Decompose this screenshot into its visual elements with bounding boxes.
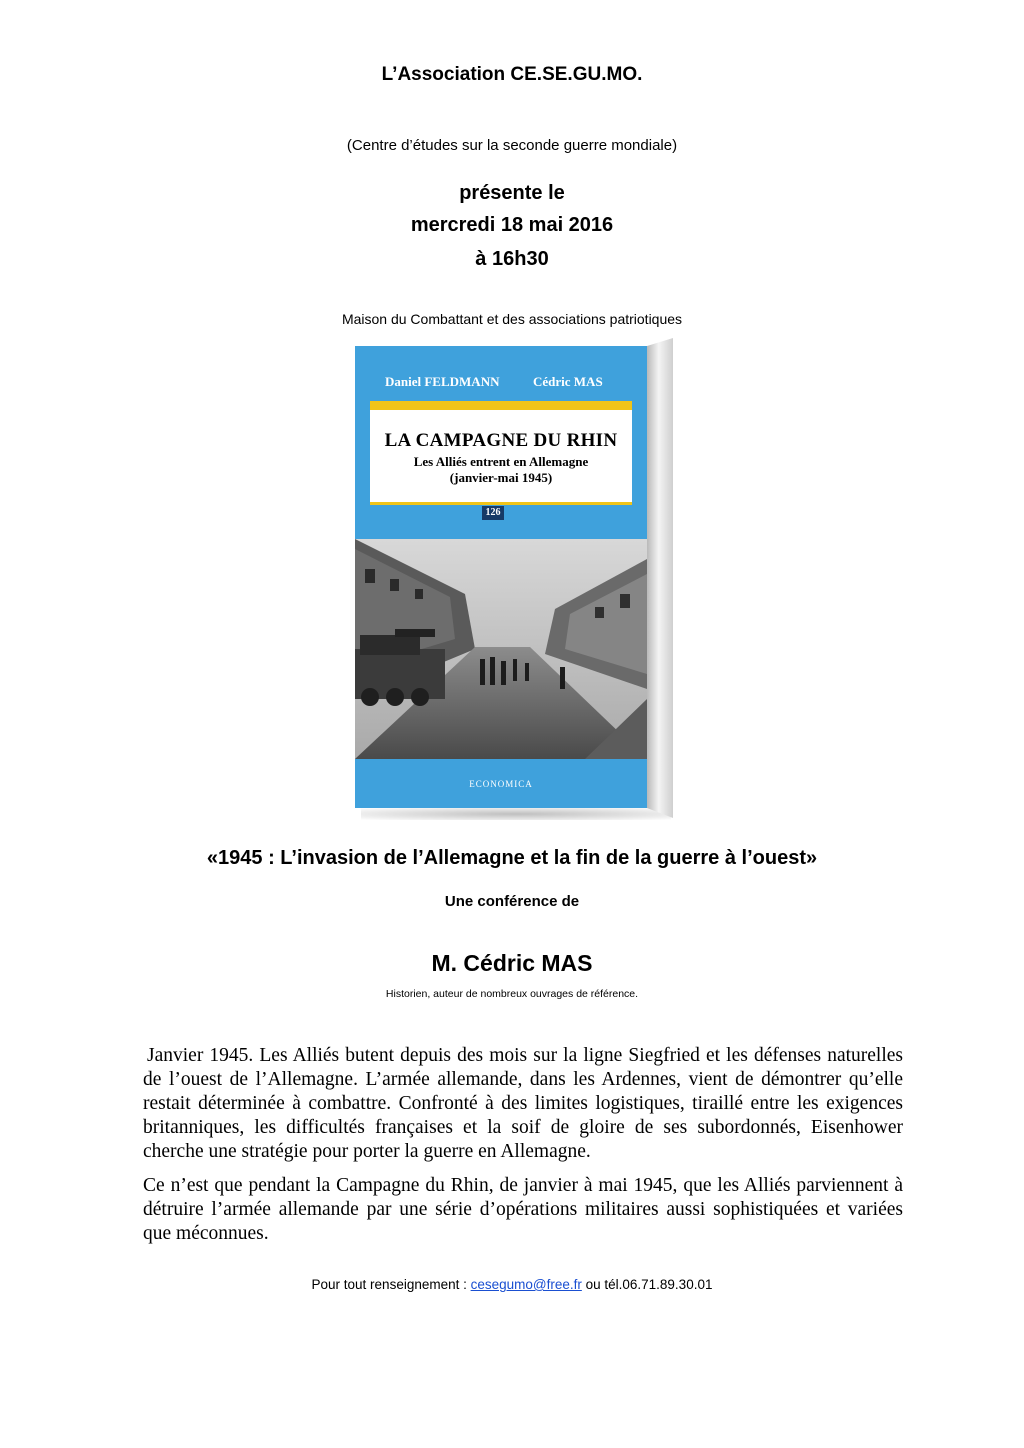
contact-phone: ou tél.06.71.89.30.01 bbox=[581, 1277, 713, 1292]
contact-prefix: Pour tout renseignement : bbox=[311, 1277, 471, 1292]
event-venue: Maison du Combattant et des associations patriotiques bbox=[341, 311, 683, 327]
book-spine bbox=[647, 338, 673, 818]
book-front-cover bbox=[355, 346, 647, 808]
book-author-2: Cédric MAS bbox=[533, 374, 603, 389]
event-date: mercredi 18 mai 2016 bbox=[410, 214, 614, 236]
book-series-badge: 126 bbox=[482, 506, 504, 520]
speaker-role: Historien, auteur de nombreux ouvrages de référence. bbox=[385, 988, 639, 1000]
book-publisher: ECONOMICA bbox=[469, 779, 533, 789]
book-period: (janvier-mai 1945) bbox=[449, 470, 553, 485]
book-author-1: Daniel FELDMANN bbox=[385, 374, 500, 389]
event-time: à 16h30 bbox=[475, 248, 549, 270]
contact-email-link[interactable]: cesegumo@free.fr bbox=[470, 1277, 582, 1292]
book-title: LA CAMPAGNE DU RHIN bbox=[384, 430, 618, 451]
body-paragraph-1: Janvier 1945. Les Alliés butent depuis des mois sur la ligne Siegfried et les défenses naturelles de l’ouest de l’Allemagne. L’armée allemande, dans les Ardennes, vient de démontrer qu’elle restait déterminée à combattre. Confronté à des limites logistiques, tiraillé entre les exigences britanniques, les difficultés françaises et la soif de gloire de ses subordonnés, Eisenhower cherche une stratégie pour porter la guerre en Allemagne. bbox=[143, 1045, 903, 1162]
contact-line bbox=[0, 1277, 1024, 1292]
book-shadow bbox=[361, 808, 671, 820]
war-photo bbox=[355, 539, 647, 759]
book-subtitle: Les Alliés entrent en Allemagne bbox=[413, 454, 589, 469]
centre-subtitle: (Centre d’études sur la seconde guerre mondiale) bbox=[346, 137, 678, 154]
body-paragraph-2: Ce n’est que pendant la Campagne du Rhin, de janvier à mai 1945, que les Alliés parviennent à détruire l’armée allemande par une série d’opérations militaires aussi sophistiquées et variées que méconnues. bbox=[143, 1175, 903, 1244]
event-intro: présente le bbox=[459, 182, 565, 204]
book-title-box bbox=[370, 410, 632, 505]
conference-title: «1945 : L’invasion de l’Allemagne et la fin de la guerre à l’ouest» bbox=[206, 847, 818, 869]
conference-intro: Une conférence de bbox=[444, 893, 580, 910]
association-name: L’Association CE.SE.GU.MO. bbox=[381, 64, 643, 85]
speaker-name: M. Cédric MAS bbox=[431, 950, 593, 976]
book-cover-image bbox=[355, 338, 673, 818]
